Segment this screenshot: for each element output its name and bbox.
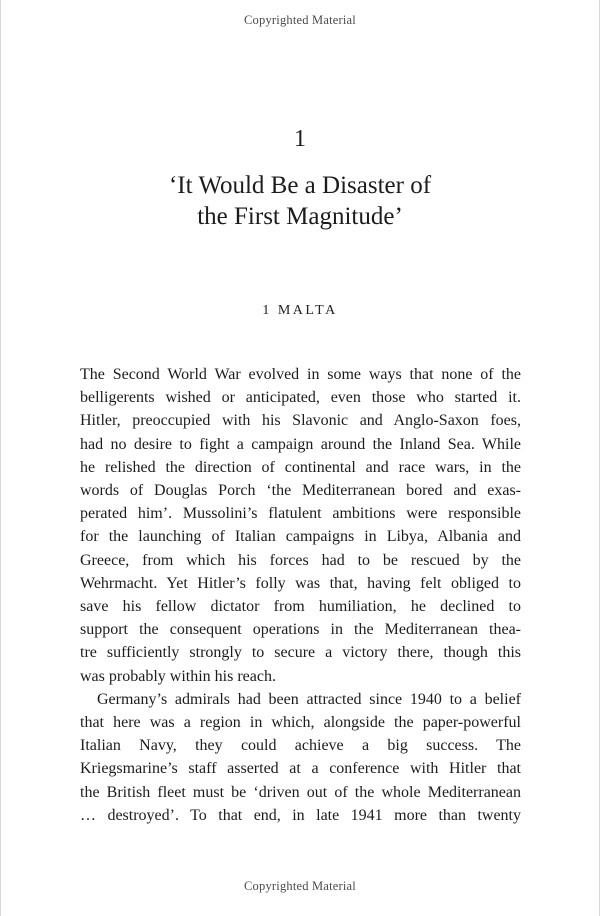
- body-line: belligerents wished or anticipated, even those who started it.: [80, 389, 521, 407]
- body-line: he relished the direction of continental and race wars, in the: [80, 458, 521, 476]
- section-heading: 1 MALTA: [262, 303, 338, 318]
- body-line: tre sufficiently strongly to secure a victory there, though this: [80, 644, 521, 662]
- body-line: The Second World War evolved in some ways that none of the: [80, 366, 521, 383]
- body-line: was probably within his reach.: [80, 667, 276, 685]
- chapter-title-line1: ‘It Would Be a Disaster of: [168, 172, 432, 199]
- copyright-notice-bottom: Copyrighted Material: [244, 879, 356, 893]
- body-line: save his fellow dictator from humiliation, he declined to: [80, 598, 521, 616]
- body-line: Wehrmacht. Yet Hitler’s folly was that, having felt obliged to: [80, 574, 521, 592]
- body-line: Hitler, preoccupied with his Slavonic and Anglo-Saxon foes,: [80, 412, 521, 430]
- body-line: perated him’. Mussolini’s flatulent ambitions were responsible: [80, 505, 521, 523]
- body-line: Italian Navy, they could achieve a big success. The: [80, 737, 521, 755]
- body-line: Kriegsmarine’s staff asserted at a conference with Hitler that: [80, 760, 521, 778]
- chapter-title-line2: the First Magnitude’: [197, 203, 403, 230]
- copyright-notice-top: Copyrighted Material: [244, 13, 356, 27]
- body-line: the British fleet must be ‘driven out of the whole Mediterranean: [80, 783, 521, 801]
- body-line: had no desire to fight a campaign around the Inland Sea. While: [80, 435, 521, 453]
- body-line: that here was a region in which, alongside the paper-powerful: [80, 714, 521, 732]
- body-line: Greece, from which his forces had to be rescued by the: [80, 551, 521, 569]
- paragraph: [80, 688, 521, 827]
- body-line: for the launching of Italian campaigns in Libya, Albania and: [80, 528, 521, 546]
- paragraph: [80, 363, 521, 688]
- chapter-number: 1: [294, 126, 306, 152]
- body-line: … destroyed’. To that end, in late 1941 more than twenty: [80, 806, 521, 824]
- chapter-title: [0, 170, 600, 232]
- body-line: Germany’s admirals had been attracted since 1940 to a belief: [97, 690, 521, 708]
- body-line: support the consequent operations in the Mediterranean thea-: [80, 621, 521, 639]
- body-text: [80, 363, 521, 827]
- body-line: words of Douglas Porch ‘the Mediterranean bored and exas-: [80, 482, 521, 500]
